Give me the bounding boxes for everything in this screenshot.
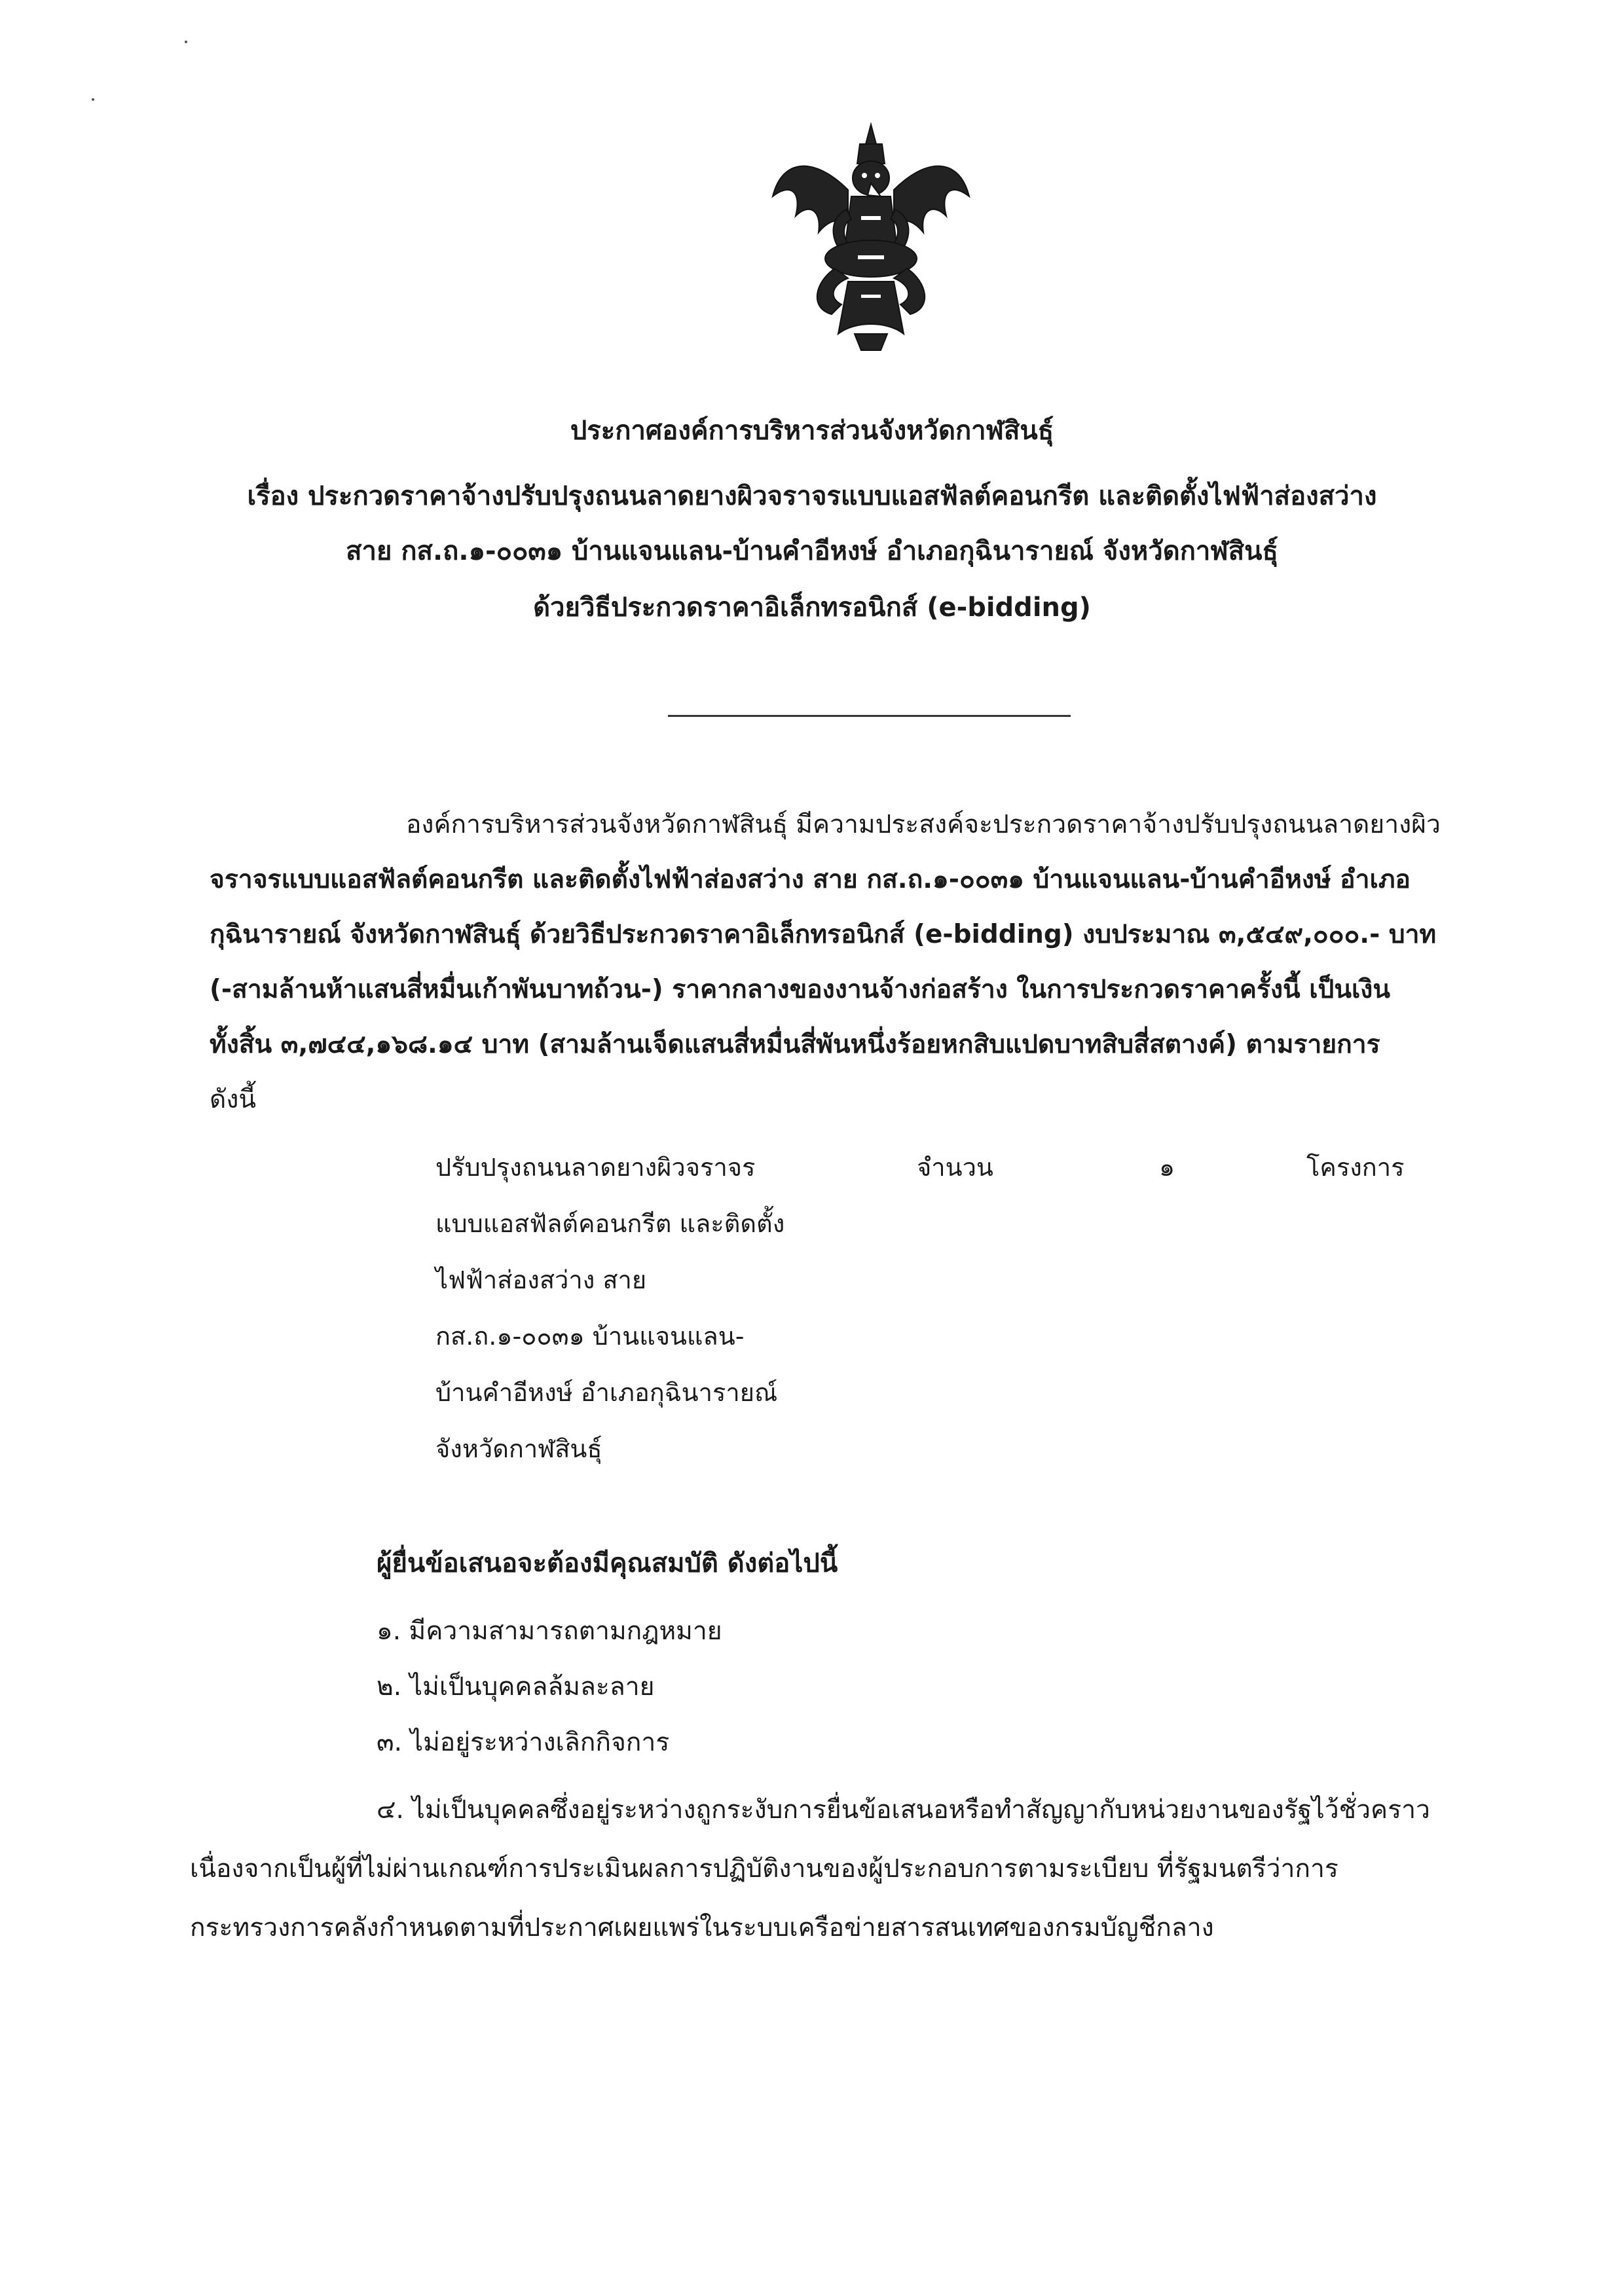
announcement-title: ประกาศองค์การบริหารส่วนจังหวัดกาฬสินธุ์ — [570, 416, 1054, 446]
title-divider — [668, 715, 1071, 717]
intro-paragraph — [210, 797, 1500, 1127]
qualification-item-2: ๒. ไม่เป็นบุคคลล้มละลาย — [377, 1672, 655, 1702]
qualifications-heading: ผู้ยื่นข้อเสนอจะต้องมีคุณสมบัติ ดังต่อไปนี้ — [377, 1548, 838, 1578]
quantity-unit: โครงการ — [1306, 1153, 1405, 1182]
qualification-4-line: กระทรวงการคลังกำหนดตามที่ประกาศเผยแพร่ในระบบเครือข่ายสารสนเทศของกรมบัญชีกลาง — [190, 1913, 1214, 1942]
intro-line: กุฉินารายณ์ จังหวัดกาฬสินธุ์ ด้วยวิธีประกวดราคาอิเล็กทรอนิกส์ (e-bidding) งบประมาณ ๓,๕๔๙,๐๐๐.- บาท — [210, 920, 1437, 949]
item-description — [435, 1139, 784, 1477]
item-desc-line: บ้านคำอีหงษ์ อำเภอกุฉินารายณ์ — [435, 1378, 778, 1407]
item-desc-line: กส.ถ.๑-๐๐๓๑ บ้านแจนแลน- — [435, 1322, 745, 1351]
announcement-route: สาย กส.ถ.๑-๐๐๓๑ บ้านแจนแลน-บ้านคำอีหงษ์ อำเภอกุฉินารายณ์ จังหวัดกาฬสินธุ์ — [346, 536, 1278, 566]
qualification-4-line: ๔. ไม่เป็นบุคคลซึ่งอยู่ระหว่างถูกระงับการยื่นข้อเสนอหรือทำสัญญากับหน่วยงานของรัฐไว้ชั่วคราว — [377, 1795, 1430, 1825]
scan-speck — [92, 98, 94, 101]
announcement-method: ด้วยวิธีประกวดราคาอิเล็กทรอนิกส์ (e-bidding) — [533, 592, 1091, 623]
item-desc-line: จังหวัดกาฬสินธุ์ — [435, 1434, 602, 1463]
quantity-value: ๑ — [1159, 1153, 1175, 1182]
qualification-4-line: เนื่องจากเป็นผู้ที่ไม่ผ่านเกณฑ์การประเมินผลการปฏิบัติงานของผู้ประกอบการตามระเบียบ ที่รัฐมนตรีว่าการ — [190, 1854, 1338, 1884]
announcement-subject: เรื่อง ประกวดราคาจ้างปรับปรุงถนนลาดยางผิวจราจรแบบแอสฟัลต์คอนกรีต และติดตั้งไฟฟ้าส่องสว่าง — [247, 481, 1377, 511]
garuda-emblem-icon — [769, 118, 972, 354]
intro-line: องค์การบริหารส่วนจังหวัดกาฬสินธุ์ มีความประสงค์จะประกวดราคาจ้างปรับปรุงถนนลาดยางผิว — [406, 810, 1441, 839]
qualification-item-3: ๓. ไม่อยู่ระหว่างเลิกกิจการ — [377, 1728, 670, 1757]
item-desc-line: แบบแอสฟัลต์คอนกรีต และติดตั้ง — [435, 1209, 785, 1238]
qualification-item-1: ๑. มีความสามารถตามกฎหมาย — [377, 1616, 722, 1646]
qualification-item-4 — [190, 1781, 1506, 1958]
intro-line: จราจรแบบแอสฟัลต์คอนกรีต และติดตั้งไฟฟ้าส่องสว่าง สาย กส.ถ.๑-๐๐๓๑ บ้านแจนแลน-บ้านคำอีหงษ์ อำเภอ — [210, 865, 1411, 894]
intro-line: ทั้งสิ้น ๓,๗๔๔,๑๖๘.๑๔ บาท (สามล้านเจ็ดแสนสี่หมื่นสี่พันหนึ่งร้อยหกสิบแปดบาทสิบสี่สตางค์) ตามรายการ — [210, 1030, 1380, 1059]
intro-line: (-สามล้านห้าแสนสี่หมื่นเก้าพันบาทถ้วน-) ราคากลางของงานจ้างก่อสร้าง ในการประกวดราคาครั้งนี้ เป็นเงิน — [210, 975, 1391, 1004]
item-desc-line: ปรับปรุงถนนลาดยางผิวจราจร — [435, 1153, 756, 1182]
scan-speck — [185, 41, 187, 43]
intro-line: ดังนี้ — [210, 1085, 257, 1114]
item-desc-line: ไฟฟ้าส่องสว่าง สาย — [435, 1266, 647, 1294]
quantity-label: จำนวน — [917, 1153, 993, 1182]
